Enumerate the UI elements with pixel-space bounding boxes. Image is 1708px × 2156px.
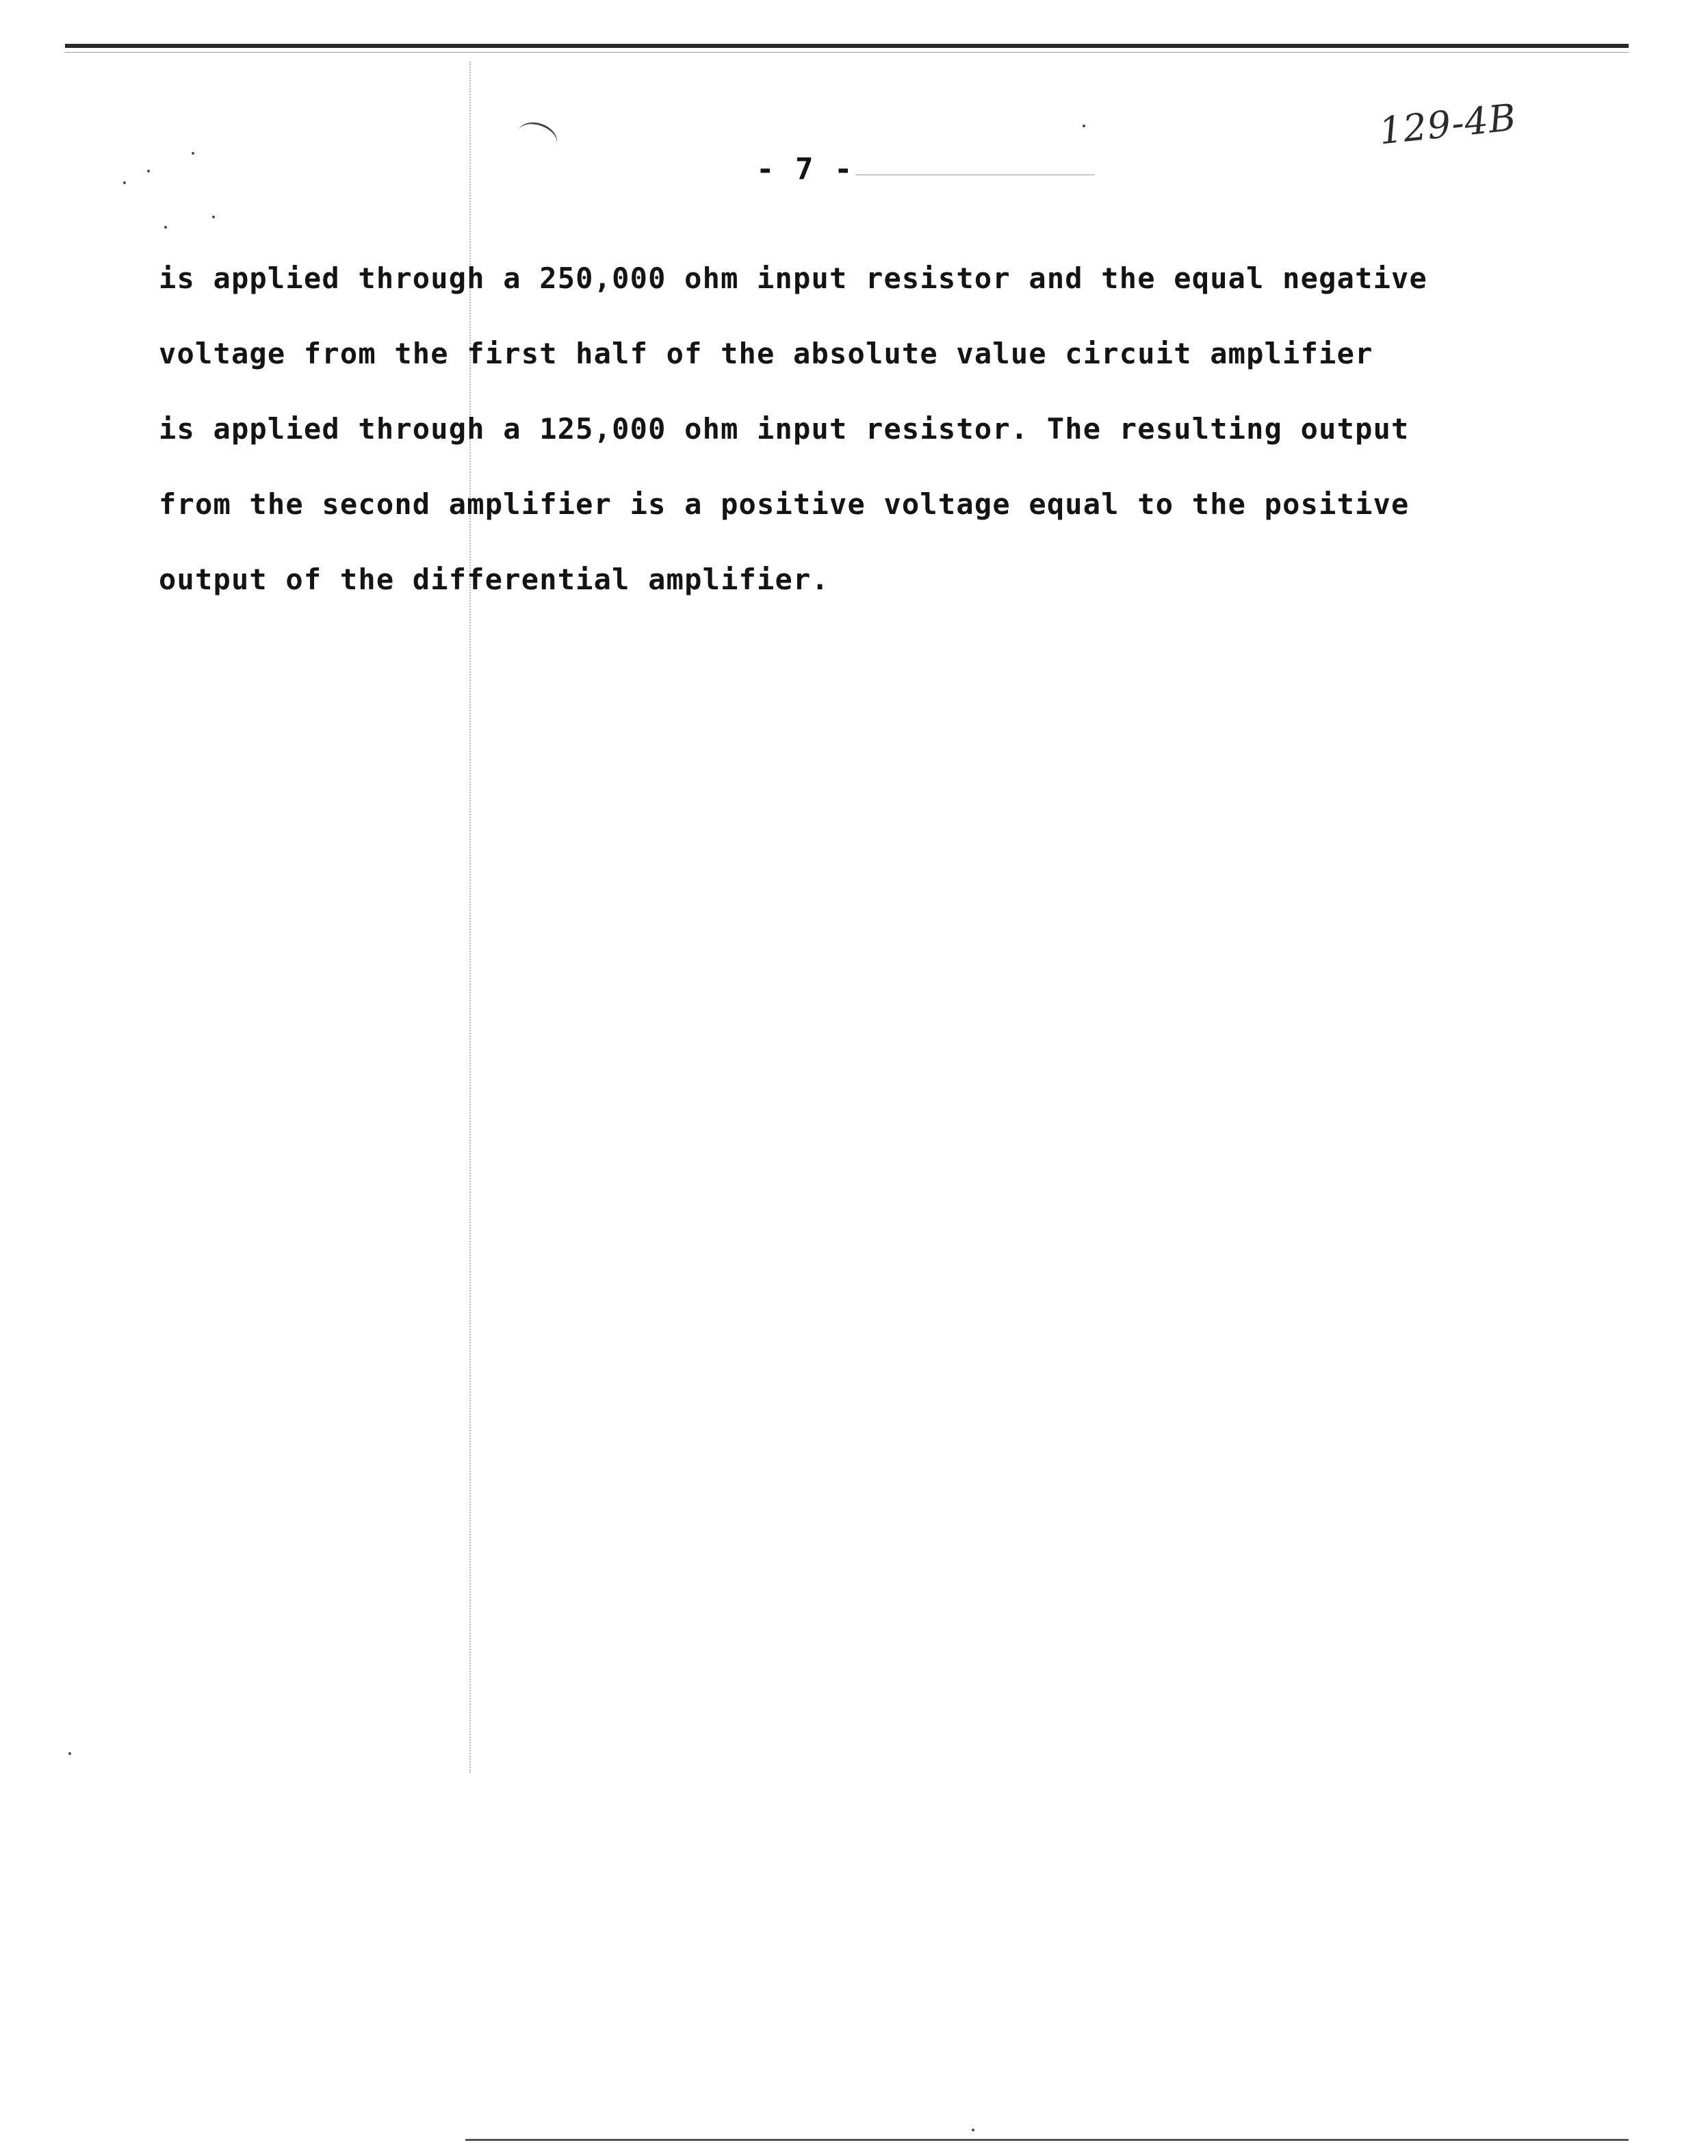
bottom-rule xyxy=(465,2139,1629,2141)
scan-speck xyxy=(1083,125,1085,127)
scan-speck xyxy=(123,181,126,184)
scan-speck xyxy=(147,170,150,172)
scan-speck xyxy=(68,1752,71,1755)
text-line: voltage from the first half of the absolute value circuit amplifier xyxy=(159,337,1373,370)
scan-speck xyxy=(164,226,167,229)
scan-speck xyxy=(192,152,194,155)
top-rule-thin xyxy=(65,52,1629,53)
scan-speck xyxy=(972,2129,974,2131)
handwritten-reference: 129-4B xyxy=(1377,95,1519,153)
text-line: is applied through a 250,000 ohm input resistor and the equal negative xyxy=(159,261,1428,295)
body-paragraph xyxy=(159,255,1548,631)
scan-mark xyxy=(513,117,561,159)
scan-speck xyxy=(212,216,215,218)
top-rule xyxy=(65,44,1629,48)
text-line: output of the differential amplifier. xyxy=(159,563,829,596)
text-line: from the second amplifier is a positive voltage equal to the positive xyxy=(159,487,1410,521)
page-number: - 7 - xyxy=(756,152,854,187)
text-line: is applied through a 125,000 ohm input resistor. The resulting output xyxy=(159,412,1410,446)
